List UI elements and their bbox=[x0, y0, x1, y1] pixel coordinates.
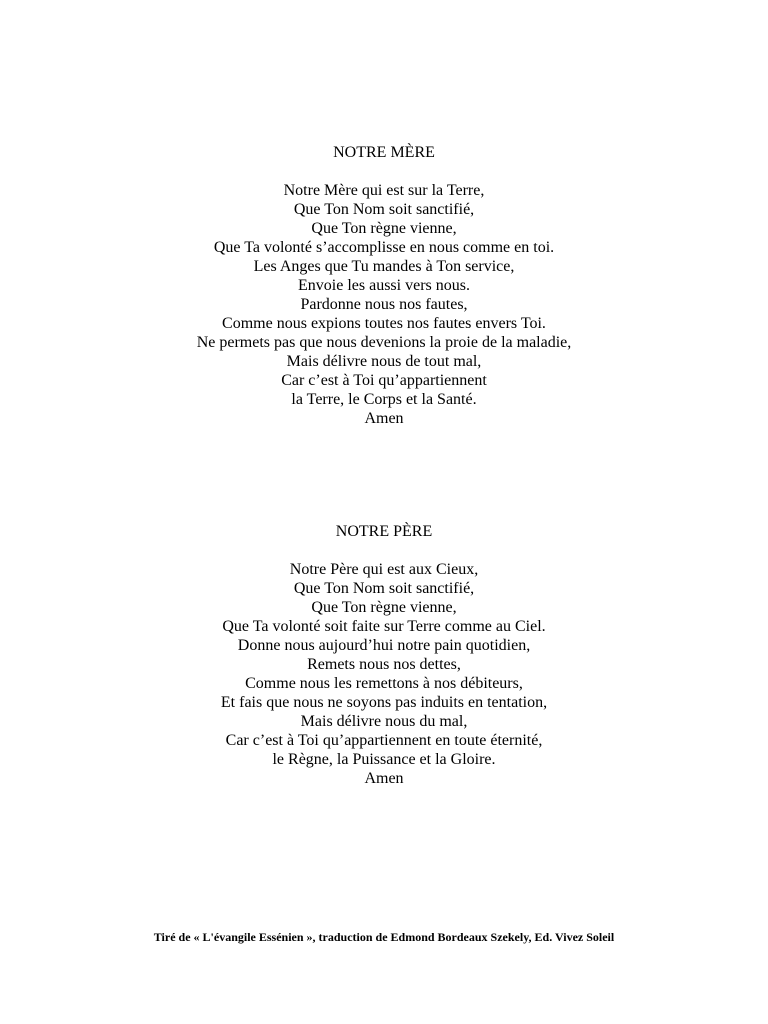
verse-line: Que Ton Nom soit sanctifié, bbox=[293, 201, 475, 218]
verse-line: Car c’est à Toi qu’appartiennent bbox=[281, 372, 487, 389]
prayer-notre-pere bbox=[0, 522, 768, 788]
verse-line: Comme nous expions toutes nos fautes envers Toi. bbox=[222, 315, 546, 332]
verse-line: Envoie les aussi vers nous. bbox=[298, 277, 470, 294]
verse-line: Que Ta volonté s’accomplisse en nous comme en toi. bbox=[213, 239, 555, 256]
prayer-title: NOTRE MÈRE bbox=[333, 144, 435, 161]
verse-amen: Amen bbox=[364, 410, 404, 427]
verse-line: Notre Mère qui est sur la Terre, bbox=[283, 182, 485, 199]
verse-line: Et fais que nous ne soyons pas induits en tentation, bbox=[220, 694, 548, 711]
prayer-notre-mere bbox=[0, 143, 768, 428]
verse-line: le Règne, la Puissance et la Gloire. bbox=[272, 751, 496, 768]
verse-line: Comme nous les remettons à nos débiteurs, bbox=[245, 675, 523, 692]
verse-line: Les Anges que Tu mandes à Ton service, bbox=[253, 258, 515, 275]
verse-line: Mais délivre nous du mal, bbox=[300, 713, 468, 730]
verse-line: Que Ta volonté soit faite sur Terre comme au Ciel. bbox=[222, 618, 546, 635]
verse-line: Remets nous nos dettes, bbox=[307, 656, 461, 673]
prayer-title: NOTRE PÈRE bbox=[335, 523, 433, 540]
verse-line: Ne permets pas que nous devenions la proie de la maladie, bbox=[196, 334, 572, 351]
verse-line: Donne nous aujourd’hui notre pain quotidien, bbox=[237, 637, 531, 654]
verse-line: Notre Père qui est aux Cieux, bbox=[289, 561, 479, 578]
verse-line: la Terre, le Corps et la Santé. bbox=[291, 391, 477, 408]
verse-line: Pardonne nous nos fautes, bbox=[300, 296, 468, 313]
verse-line: Que Ton Nom soit sanctifié, bbox=[293, 580, 475, 597]
verse-line: Car c’est à Toi qu’appartiennent en toute éternité, bbox=[225, 732, 543, 749]
verse-line: Que Ton règne vienne, bbox=[311, 220, 457, 237]
verse-line: Mais délivre nous de tout mal, bbox=[286, 353, 482, 370]
verse-line: Que Ton règne vienne, bbox=[311, 599, 457, 616]
prayer-verses bbox=[0, 181, 768, 428]
verse-amen: Amen bbox=[364, 770, 404, 787]
footer-citation: Tiré de « L'évangile Essénien », traduction de Edmond Bordeaux Szekely, Ed. Vivez Soleil bbox=[153, 930, 615, 944]
prayer-verses bbox=[0, 560, 768, 788]
